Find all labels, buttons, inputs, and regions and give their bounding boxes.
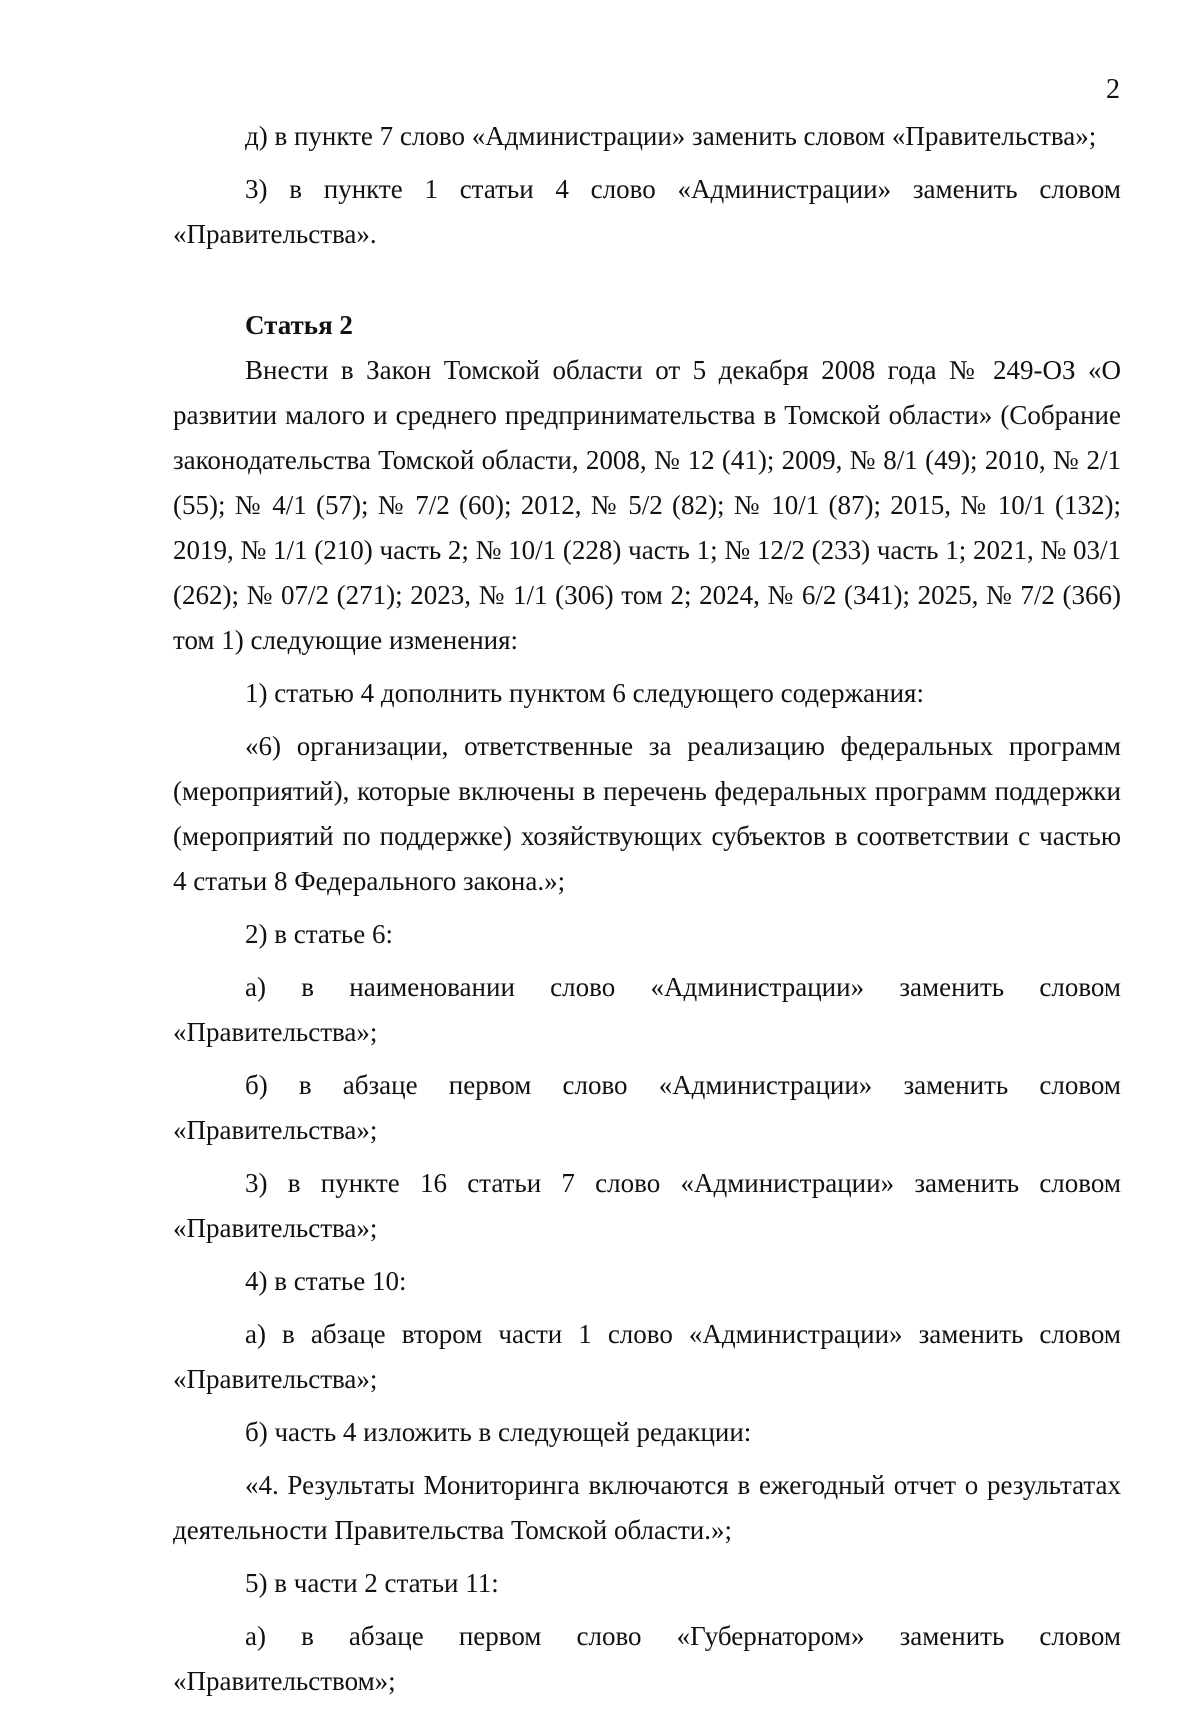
word: в	[287, 1168, 301, 1198]
word: в	[289, 174, 302, 204]
word: 16	[419, 1168, 447, 1198]
paragraph-item-2a	[173, 965, 1121, 1055]
paragraph-item-2: 2) в статье 6:	[245, 919, 393, 949]
paragraph-quoted-item-6: «6) организации, ответственные за реализацию федеральных программ (мероприятий), которые включены в перечень федеральных программ поддержки (мероприятий по поддержке) хозяйствующих субъектов в соответствии с частью 4 статьи 8 Федерального закона.»;	[173, 731, 1121, 896]
document-body	[173, 114, 1121, 1712]
paragraph-continuation: «Правительства»;	[173, 1364, 378, 1394]
spread-line	[173, 1312, 1121, 1357]
word: слово	[562, 1070, 628, 1100]
word: словом	[1039, 1168, 1121, 1198]
word: б)	[245, 1070, 268, 1100]
word: абзаце	[342, 1070, 418, 1100]
word: в	[301, 972, 314, 1002]
word: «Администрации»	[680, 1168, 895, 1198]
paragraph-continuation: «Правительства».	[173, 219, 377, 249]
paragraph-item-3-art7	[173, 1161, 1121, 1251]
paragraph-item-1: 1) статью 4 дополнить пунктом 6 следующего содержания:	[245, 678, 924, 708]
word: а)	[245, 972, 266, 1002]
word: статьи	[467, 1168, 542, 1198]
paragraph-amendment-intro: Внести в Закон Томской области от 5 декабря 2008 года № 249-ОЗ «О развитии малого и среднего предпринимательства в Томской области» (Собрание законодательства Томской области, 2008, № 12 (41); 2009, № 8/1 (49); 2010, № 2/1 (55); № 4/1 (57); № 7/2 (60); 2012, № 5/2 (82); № 10/1 (87); 2015, № 10/1 (132); 2019, № 1/1 (210) часть 2; № 10/1 (228) часть 1; № 12/2 (233) часть 1; 2021, № 03/1 (262); № 07/2 (271); 2023, № 1/1 (306) том 2; 2024, № 6/2 (341); 2025, № 7/2 (366) том 1) следующие изменения:	[173, 355, 1121, 655]
word: втором	[401, 1319, 483, 1349]
word: пункте	[320, 1168, 400, 1198]
word: слово	[590, 174, 656, 204]
paragraph-continuation: «Правительства»;	[173, 1213, 378, 1243]
word: 4	[555, 174, 569, 204]
page-number: 2	[1106, 74, 1120, 105]
word: 1	[578, 1319, 592, 1349]
word: заменить	[899, 1621, 1005, 1651]
word: а)	[245, 1621, 266, 1651]
spread-line	[173, 1614, 1121, 1659]
spread-line	[173, 965, 1121, 1010]
spread-line	[173, 1161, 1121, 1206]
word: заменить	[918, 1319, 1024, 1349]
paragraph-item-5: 5) в части 2 статьи 11:	[245, 1568, 499, 1598]
word: «Администрации»	[677, 174, 892, 204]
word: 7	[561, 1168, 575, 1198]
word: заменить	[903, 1070, 1009, 1100]
word: наименовании	[349, 972, 515, 1002]
paragraph-continuation: «Правительства»;	[173, 1017, 378, 1047]
paragraph-item-4a	[173, 1312, 1121, 1402]
word: «Администрации»	[688, 1319, 903, 1349]
spread-line	[173, 1063, 1121, 1108]
word: словом	[1039, 1070, 1121, 1100]
word: слово	[595, 1168, 661, 1198]
word: «Губернатором»	[676, 1621, 865, 1651]
word: заменить	[912, 174, 1018, 204]
word: 3)	[245, 1168, 268, 1198]
word: слово	[550, 972, 616, 1002]
word: в	[301, 1621, 314, 1651]
word: статьи	[459, 174, 534, 204]
word: пункте	[323, 174, 403, 204]
word: в	[298, 1070, 312, 1100]
paragraph-item-d: д) в пункте 7 слово «Администрации» заменить словом «Правительства»;	[245, 121, 1097, 151]
word: абзаце	[348, 1621, 424, 1651]
word: а)	[245, 1319, 266, 1349]
paragraph-item-4: 4) в статье 10:	[245, 1266, 407, 1296]
word: части	[498, 1319, 563, 1349]
article-heading: Статья 2	[245, 310, 353, 340]
word: «Администрации»	[650, 972, 865, 1002]
word: слово	[607, 1319, 673, 1349]
word: слово	[576, 1621, 642, 1651]
word: заменить	[899, 972, 1005, 1002]
word: «Администрации»	[658, 1070, 873, 1100]
paragraph-item-5a	[173, 1614, 1121, 1704]
paragraph-quoted-item-4: «4. Результаты Мониторинга включаются в ежегодный отчет о результатах деятельности Правительства Томской области.»;	[173, 1470, 1121, 1545]
word: абзаце	[310, 1319, 386, 1349]
word: словом	[1039, 972, 1121, 1002]
word: заменить	[914, 1168, 1020, 1198]
word: 1	[424, 174, 438, 204]
paragraph-item-3	[173, 167, 1121, 257]
paragraph-item-2b	[173, 1063, 1121, 1153]
word: первом	[458, 1621, 542, 1651]
word: словом	[1039, 174, 1121, 204]
word: словом	[1039, 1621, 1121, 1651]
word: первом	[448, 1070, 532, 1100]
paragraph-continuation: «Правительством»;	[173, 1666, 396, 1696]
word: словом	[1039, 1319, 1121, 1349]
paragraph-item-4b: б) часть 4 изложить в следующей редакции:	[245, 1417, 752, 1447]
word: в	[282, 1319, 295, 1349]
spread-line	[173, 167, 1121, 212]
word: 3)	[245, 174, 268, 204]
paragraph-continuation: «Правительства»;	[173, 1115, 378, 1145]
